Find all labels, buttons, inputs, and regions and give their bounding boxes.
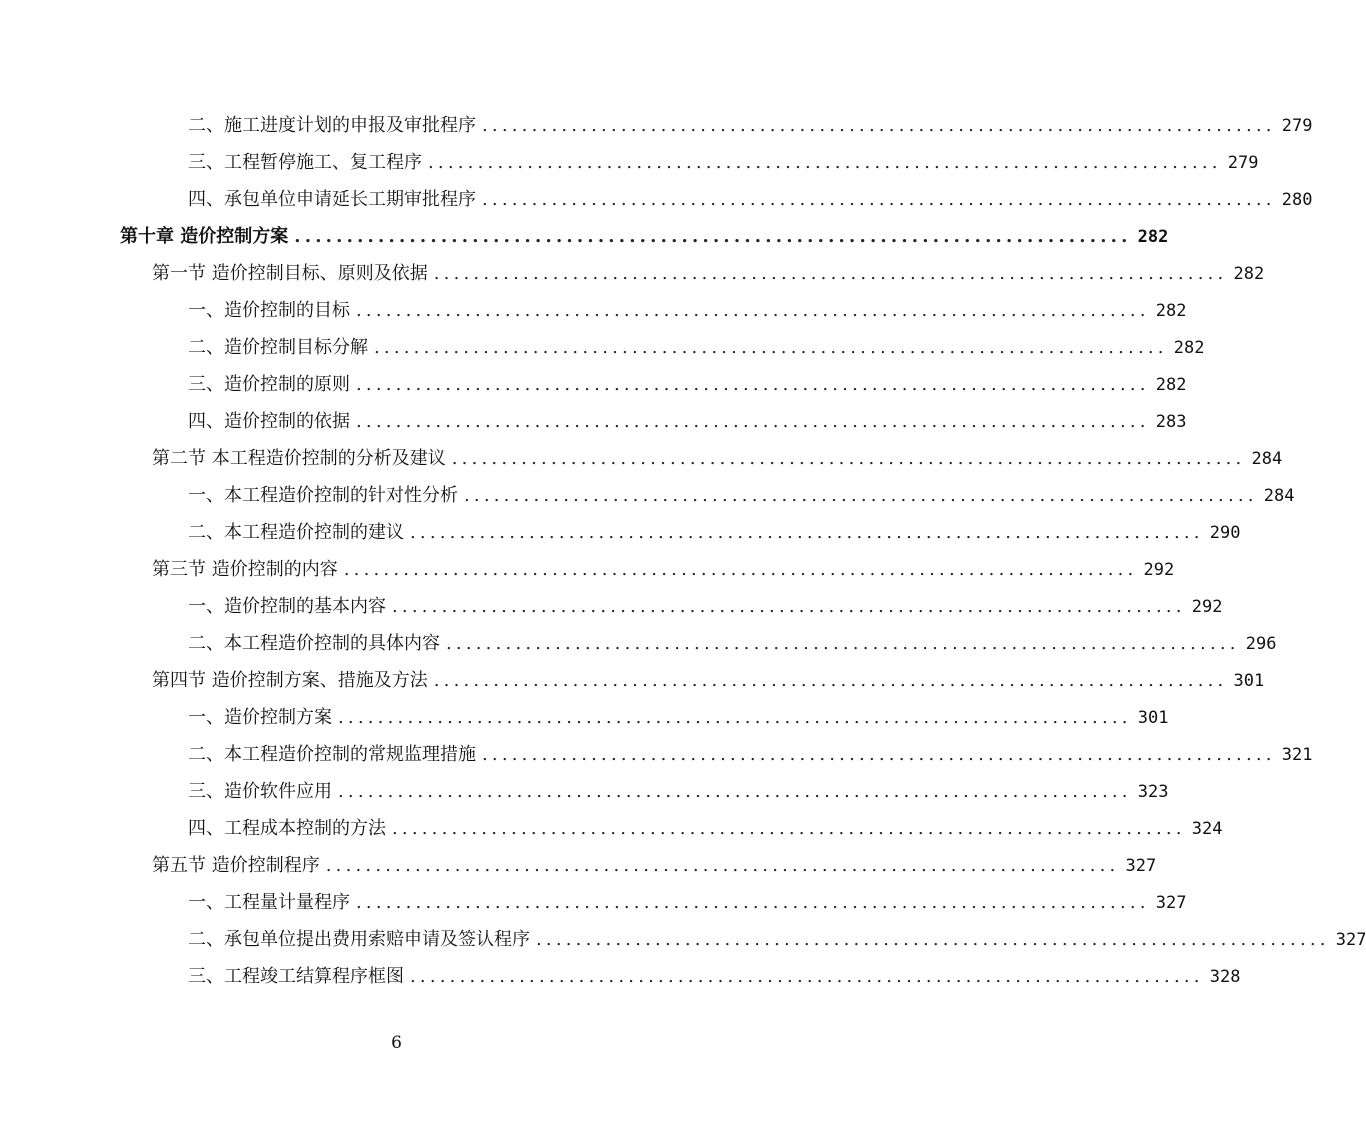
toc-leader-dots: ................................................................................	[392, 818, 1186, 839]
toc-entry-title: 三、造价软件应用	[188, 781, 332, 802]
toc-section-entry[interactable]	[152, 433, 1283, 470]
toc-entry-page: 284	[1251, 449, 1283, 469]
toc-leader-dots: ................................................................................	[410, 522, 1204, 543]
toc-entry[interactable]	[188, 914, 1366, 951]
toc-entry-title: 二、本工程造价控制的具体内容	[188, 633, 440, 654]
toc-entry-title: 二、本工程造价控制的常规监理措施	[188, 744, 476, 765]
toc-entry-page: 282	[1233, 264, 1265, 284]
toc-leader-dots: ................................................................................	[356, 374, 1150, 395]
toc-entry[interactable]	[188, 729, 1313, 766]
toc-entry[interactable]	[188, 581, 1223, 618]
toc-entry-page: 301	[1137, 708, 1169, 728]
toc-entry-page: 301	[1233, 671, 1265, 691]
toc-entry-page: 280	[1281, 190, 1313, 210]
toc-entry-title: 第五节 造价控制程序	[152, 855, 320, 876]
toc-entry-title: 三、工程竣工结算程序框图	[188, 966, 404, 987]
toc-entry[interactable]	[188, 396, 1187, 433]
toc-leader-dots: ................................................................................	[374, 337, 1168, 358]
toc-section-entry[interactable]	[152, 544, 1175, 581]
toc-leader-dots: ................................................................................	[338, 707, 1132, 728]
toc-entry-page: 282	[1155, 301, 1187, 321]
toc-entry-title: 四、承包单位申请延长工期审批程序	[188, 189, 476, 210]
toc-entry-title: 四、工程成本控制的方法	[188, 818, 386, 839]
toc-entry-title: 二、承包单位提出费用索赔申请及签认程序	[188, 929, 530, 950]
toc-section-entry[interactable]	[152, 655, 1265, 692]
toc-leader-dots: ................................................................................	[482, 744, 1276, 765]
toc-entry[interactable]	[188, 766, 1169, 803]
toc-entry-page: 328	[1209, 967, 1241, 987]
toc-entry[interactable]	[188, 951, 1241, 988]
toc-entry-title: 一、造价控制的基本内容	[188, 596, 386, 617]
toc-entry-page: 292	[1143, 560, 1175, 580]
toc-entry-page: 279	[1227, 153, 1259, 173]
toc-leader-dots: ................................................................................	[338, 781, 1132, 802]
toc-entry-page: 279	[1281, 116, 1313, 136]
toc-leader-dots: ................................................................................	[446, 633, 1240, 654]
toc-entry-page: 324	[1191, 819, 1223, 839]
toc-entry-page: 282	[1137, 227, 1169, 247]
toc-leader-dots: ................................................................................	[343, 559, 1138, 580]
toc-leader-dots: ................................................................................	[428, 152, 1222, 173]
toc-leader-dots: ................................................................................	[356, 300, 1150, 321]
toc-section-entry[interactable]	[152, 248, 1265, 285]
toc-entry[interactable]	[188, 137, 1259, 174]
toc-leader-dots: ................................................................................	[356, 892, 1150, 913]
toc-leader-dots: ................................................................................	[410, 966, 1204, 987]
toc-entry-page: 327	[1155, 893, 1187, 913]
toc-entry-title: 第二节 本工程造价控制的分析及建议	[152, 448, 446, 469]
toc-entry-page: 284	[1263, 486, 1295, 506]
toc-entry[interactable]	[188, 507, 1241, 544]
toc-entry-title: 三、工程暂停施工、复工程序	[188, 152, 422, 173]
toc-entry-title: 一、工程量计量程序	[188, 892, 350, 913]
toc-chapter-entry[interactable]	[120, 211, 1169, 248]
toc-leader-dots: ................................................................................	[325, 855, 1120, 876]
toc-entry-page: 321	[1281, 745, 1313, 765]
toc-entry-page: 327	[1125, 856, 1157, 876]
toc-leader-dots: ................................................................................	[536, 929, 1330, 950]
toc-entry[interactable]	[188, 692, 1169, 729]
toc-entry-title: 一、造价控制方案	[188, 707, 332, 728]
toc-entry-title: 二、造价控制目标分解	[188, 337, 368, 358]
toc-entry[interactable]	[188, 100, 1313, 137]
toc-entry-page: 292	[1191, 597, 1223, 617]
toc-leader-dots: ................................................................................	[451, 448, 1246, 469]
toc-leader-dots: ................................................................................	[392, 596, 1186, 617]
toc-entry[interactable]	[188, 470, 1295, 507]
toc-entry-page: 282	[1155, 375, 1187, 395]
toc-entry-page: 283	[1155, 412, 1187, 432]
toc-entry-title: 第一节 造价控制目标、原则及依据	[152, 263, 428, 284]
toc-entry[interactable]	[188, 285, 1187, 322]
toc-leader-dots: ................................................................................	[356, 411, 1150, 432]
toc-entry-title: 第三节 造价控制的内容	[152, 559, 338, 580]
toc-entry[interactable]	[188, 322, 1205, 359]
toc-entry[interactable]	[188, 359, 1187, 396]
toc-entry-page: 290	[1209, 523, 1241, 543]
toc-entry-title: 第十章 造价控制方案	[120, 226, 289, 247]
toc-entry-title: 一、本工程造价控制的针对性分析	[188, 485, 458, 506]
toc-leader-dots: ................................................................................	[482, 115, 1276, 136]
toc-entry-title: 二、施工进度计划的申报及审批程序	[188, 115, 476, 136]
toc-entry[interactable]	[188, 174, 1313, 211]
toc-entry-page: 296	[1245, 634, 1277, 654]
toc-leader-dots: ................................................................................	[433, 670, 1228, 691]
toc-leader-dots: ................................................................................	[482, 189, 1276, 210]
toc-entry-title: 三、造价控制的原则	[188, 374, 350, 395]
toc-entry-title: 一、造价控制的目标	[188, 300, 350, 321]
toc-leader-dots: ................................................................................	[464, 485, 1258, 506]
toc-leader-dots: ................................................................................	[294, 226, 1132, 247]
toc-section-entry[interactable]	[152, 840, 1157, 877]
toc-leader-dots: ................................................................................	[433, 263, 1228, 284]
toc-entry[interactable]	[188, 618, 1277, 655]
toc-entry-title: 第四节 造价控制方案、措施及方法	[152, 670, 428, 691]
toc-entry[interactable]	[188, 877, 1187, 914]
toc-entry-page: 323	[1137, 782, 1169, 802]
toc-entry-title: 二、本工程造价控制的建议	[188, 522, 404, 543]
page-number: 6	[391, 1033, 402, 1053]
toc-entry-page: 327	[1335, 930, 1366, 950]
toc-entry-title: 四、造价控制的依据	[188, 411, 350, 432]
toc-entry-page: 282	[1173, 338, 1205, 358]
toc-entry[interactable]	[188, 803, 1223, 840]
